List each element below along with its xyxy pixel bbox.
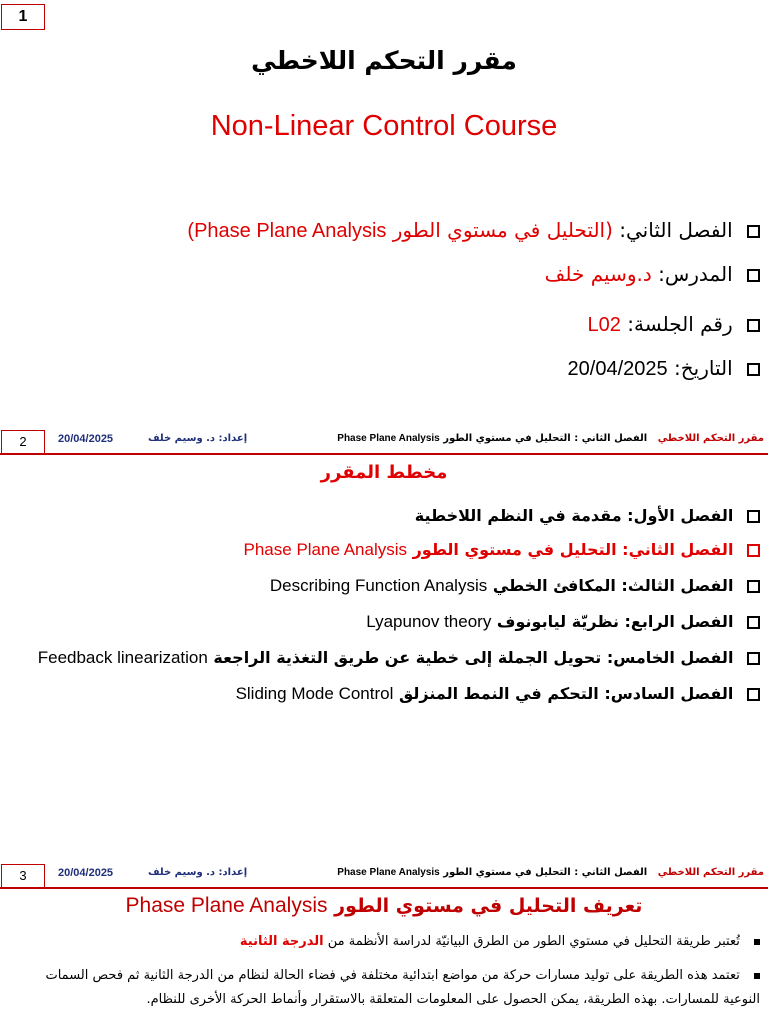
slide-header — [0, 430, 768, 454]
header-chapter-english: Phase Plane Analysis — [337, 433, 440, 444]
session-value: L02 — [587, 314, 621, 336]
paragraph-text: تعتمد هذه الطريقة على توليد مسارات حركة من مواضع ابتدائية مختلفة في فضاء الحالة لنظام من الدرجة الثانية ثم فحص السمات النوعية للمسارات. بهذه الطريقة، يمكن الحصول على المعلومات المتعلقة بالاستقرار وأنماط الحركة الأخرى للنظام. — [45, 968, 760, 1007]
header-date: 20/04/2025 — [58, 433, 114, 445]
outline-item-arabic: الفصل الثاني: التحليل في مستوي الطور — [412, 540, 734, 559]
checkbox-bullet-icon — [747, 544, 760, 557]
square-bullet-icon — [754, 973, 760, 979]
outline-item-english: Describing Function Analysis — [269, 576, 488, 595]
teacher-item — [545, 262, 760, 286]
definition-heading-english: Phase Plane Analysis — [125, 894, 328, 917]
course-title-english: Non-Linear Control Course — [210, 110, 558, 142]
outline-item-english: Lyapunov theory — [366, 612, 492, 631]
slide-2 — [0, 430, 768, 850]
outline-item — [270, 576, 760, 596]
outline-item — [415, 506, 760, 525]
definition-paragraph — [8, 930, 760, 954]
slide-number: 3 — [1, 864, 45, 888]
checkbox-bullet-icon — [747, 363, 760, 376]
session-label: رقم الجلسة: — [627, 312, 733, 336]
slide-1 — [0, 0, 768, 400]
checkbox-bullet-icon — [747, 510, 760, 523]
outline-item-current — [244, 540, 760, 560]
header-divider — [0, 453, 768, 455]
date-item — [568, 356, 760, 381]
outline-item — [236, 684, 760, 704]
header-author: إعداد: د. وسيم خلف — [148, 867, 248, 878]
course-title-arabic: مقرر التحكم اللاخطي — [251, 46, 517, 75]
header-chapter-english: Phase Plane Analysis — [337, 867, 440, 878]
definition-heading-arabic: تعريف التحليل في مستوي الطور — [334, 895, 643, 917]
header-course — [337, 867, 764, 878]
checkbox-bullet-icon — [747, 652, 760, 665]
chapter-item — [187, 218, 760, 243]
outline-item — [38, 648, 760, 668]
checkbox-bullet-icon — [747, 319, 760, 332]
outline-item — [366, 612, 760, 632]
outline-item-english: Phase Plane Analysis — [243, 540, 408, 559]
header-author: إعداد: د. وسيم خلف — [148, 433, 248, 444]
checkbox-bullet-icon — [747, 580, 760, 593]
chapter-value-english: Phase Plane Analysis) — [187, 220, 387, 242]
method-paragraph — [8, 964, 760, 1012]
outline-item-english: Feedback linearization — [37, 648, 208, 667]
outline-item-arabic: الفصل الخامس: تحويل الجملة إلى خطية عن طريق التغذية الراجعة — [213, 648, 734, 667]
header-course — [337, 433, 764, 444]
header-chapter: الفصل الثاني : التحليل في مستوي الطور — [443, 433, 648, 444]
paragraph-highlight: الدرجة الثانية — [239, 934, 324, 949]
slide-header — [0, 864, 768, 888]
outline-item-arabic: الفصل الرابع: نظريّة ليابونوف — [496, 612, 734, 631]
checkbox-bullet-icon — [747, 688, 760, 701]
slide-number: 2 — [1, 430, 45, 454]
outline-heading: مخطط المقرر — [320, 462, 448, 483]
date-label: التاريخ: — [673, 356, 733, 380]
checkbox-bullet-icon — [747, 225, 760, 238]
outline-item-arabic: الفصل الثالث: المكافئ الخطي — [492, 576, 734, 595]
teacher-value: د.وسيم خلف — [544, 262, 652, 286]
header-course-name: مقرر التحكم اللاخطي — [657, 433, 764, 444]
header-chapter: الفصل الثاني : التحليل في مستوي الطور — [443, 867, 648, 878]
date-value: 20/04/2025 — [567, 358, 668, 380]
outline-item-english: Sliding Mode Control — [235, 684, 394, 703]
square-bullet-icon — [754, 939, 760, 945]
teacher-label: المدرس: — [658, 262, 733, 286]
header-date: 20/04/2025 — [58, 867, 114, 879]
checkbox-bullet-icon — [747, 269, 760, 282]
slide-3 — [0, 864, 768, 1024]
header-course-name: مقرر التحكم اللاخطي — [657, 867, 764, 878]
definition-heading — [0, 894, 768, 918]
outline-item-arabic: الفصل السادس: التحكم في النمط المنزلق — [398, 684, 734, 703]
session-item — [588, 312, 760, 337]
chapter-label: الفصل الثاني: — [619, 218, 733, 242]
paragraph-text: تُعتبر طريقة التحليل في مستوي الطور من الطرق البيانيّة لدراسة الأنظمة من — [327, 934, 740, 949]
header-divider — [0, 887, 768, 889]
chapter-value-arabic: (التحليل في مستوي الطور — [392, 218, 613, 242]
slide-number: 1 — [1, 4, 45, 30]
outline-item-arabic: الفصل الأول: مقدمة في النظم اللاخطية — [414, 506, 734, 525]
checkbox-bullet-icon — [747, 616, 760, 629]
